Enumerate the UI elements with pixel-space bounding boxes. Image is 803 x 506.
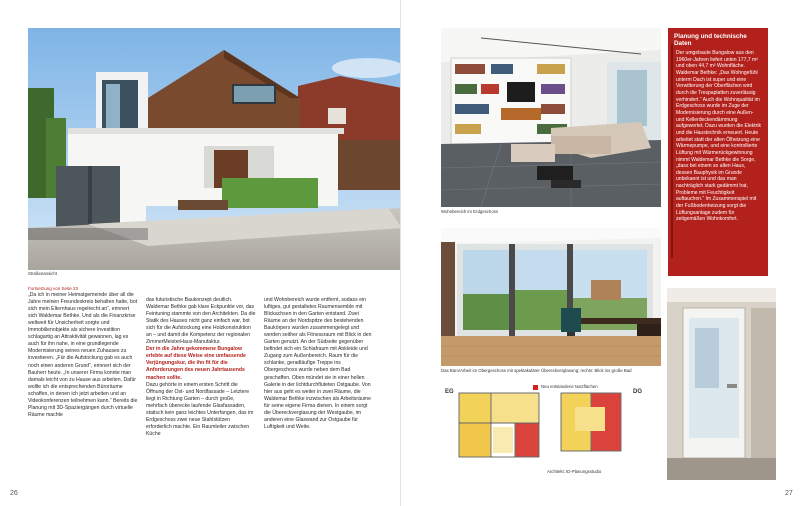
body-text-col3: und Wohnbereich wurde entfernt, sodass ein luftiges, gut gestaltetes Raumensemble mit Blickachsen in den Garten entstand. Zwei Räume an der Nordspitze des bestehenden Baukörpers wurden zusammengelegt und werden seither als Fitnessraum mit Blick in den Garten genutzt. An der Südseite gegenüber befindet sich ein Schlafraum mit Ankleide und Zugang zum Außenbereich. Raum für die schlanke, geradläufige Treppe ins Obergeschoss wurde neben dem Bad geschaffen. Oben mündet sie in einer hellen Galerie in der lichtdurchfluteten Ostgaube. Von hier aus geht es weiter in zwei Räume, die Waldemar Bethke inzwischen als Arbeitsräume für seine eigene Firma dienen. In einem sorgt die Übereckverglasung der Westgaube, im anderen eine Glaswand zur Ostgaube für Luftigkeit und Weite.	[264, 297, 372, 430]
office-caption: Das Büro/Arbeit im Obergeschoss mit spektakulärer Übereckverglasung; rechts: Blick ins große Bad	[441, 368, 632, 373]
column-3	[264, 297, 374, 431]
photo-caption: Straßenansicht	[28, 271, 57, 276]
floor-plan	[441, 383, 661, 479]
sidebar-title: Planung und technische Daten	[674, 33, 747, 47]
house-exterior-photo	[28, 28, 402, 270]
body-text-col1: „Da ich in meiner Heimatgemeinde über all die Jahre meinen Freundeskreis behalten hatte, bot sich mein Elternhaus regelrecht an“, erinnert sich Waldemar Bethke. Und als die Finanzkrise weltweit für Unsicherheit sorgte und Immobilienobjekte als sichere Investition schlagartig an Attraktivität gewannen, lag es auch für ihn nahe, in eine grundlegende Modernisierung seines neuen Zuhauses zu investieren. „Für die Aufstockung gab es auch noch einen anderen Grund“, erinnert sich der Bauherr heute. „In unserer Firma konnte man damals leicht von zu Hause aus arbeiten. Dafür wollte ich die entsprechenden Büroräume schaffen, in denen ich jetzt arbeiten und an Videokonferenzen teilnehmen kann.“ Bereits die Planung mit 3D-Spaziergängen durch virtuelle Räume machte	[28, 292, 138, 418]
plan-label-dg: DG	[633, 389, 642, 395]
body-text-col2b: Dazu gehörte in einem ersten Schritt die Öffnung der Ost- und Nordfassade – Letztere liegt in Richtung Garten – durch große, mehrfach überecke laufende Glasfassaden, statisch kein ganz leichtes Unterfangen, das im Erdgeschoss zwei neue Stahlstützen erforderlich machte. Ein Raumteiler zwischen Küche	[146, 381, 254, 437]
technical-data-sidebar	[668, 28, 768, 276]
right-page	[401, 0, 803, 506]
sidebar-accent-bar	[671, 44, 673, 258]
living-room-caption: Wohnbereich im Erdgeschoss	[441, 209, 499, 214]
highlight-quote: Der in die Jahre gekommene Bungalow erlebte auf diese Weise eine umfassende Verjüngungskur, die ihn fit für die Anforderungen des neuen Jahrtausends machen sollte.	[146, 346, 246, 381]
page-number-right: 27	[785, 490, 793, 497]
plan-label-eg: EG	[445, 389, 454, 395]
sidebar-text: Der umgebaute Bungalow aus den 1960er-Jahren liefert unten 177,7 m² und oben 44,7 m² Wohnfläche. Waldemar Bethke: „Das Wohngefühl unterm Dach ist super und eine Verwitterung der Oberflächen wird durch die Trespaplatten zuverlässig verhindert.“ Auch die Wohnqualität im Erdgeschoss wurde im Zuge der Modernisierung durch eine Außen- und Kellerdeckendämmung aufgewertet. Dazu wurden die Elektrik und die Haustechnik erneuert. Heute arbeitet statt der alten Ölheizung eine Wärmepumpe, und eine kontrollierte Lüftung mit Wärmerückgewinnung nimmt Waldemar Bethke die Sorge, „dass bei einem so alten Haus, dessen Bauphysik im Grunde unbekannt ist und das man nachträglich stark gedämmt hat, Probleme mit Feuchtigkeit auftauchen.“ Im Zusammenspiel mit der Fußbodenheizung sorgt die Lüftungsanlage zudem für zeitgemäßen Wohnkomfort.	[676, 50, 761, 223]
left-page	[0, 0, 401, 506]
living-room-photo	[441, 28, 661, 207]
column-1	[28, 285, 138, 419]
page-number-left: 26	[10, 490, 18, 497]
continuation-note: Fortsetzung von Seite 23	[28, 286, 79, 291]
office-photo	[441, 228, 661, 366]
column-2	[146, 297, 256, 438]
bathroom-photo	[667, 288, 776, 480]
plan-legend: Neu entstandene Nutzflächen	[541, 384, 598, 389]
body-text-col2a: das futuristische Baukonzept deutlich. Waldemar Bethke gab klare Eckpunkte vor, das Feintuning stammte von den Architekten. Da die Statik des Hauses nicht ganz einfach war, bot sich für die Aufstockung eine Holzkonstruktion an – und damit die Kompetenz der regionalen ZimmerMeisterHaus-Manufaktur.	[146, 297, 256, 346]
plan-architect: Architekt: ID-Planungsstudio	[547, 469, 602, 474]
